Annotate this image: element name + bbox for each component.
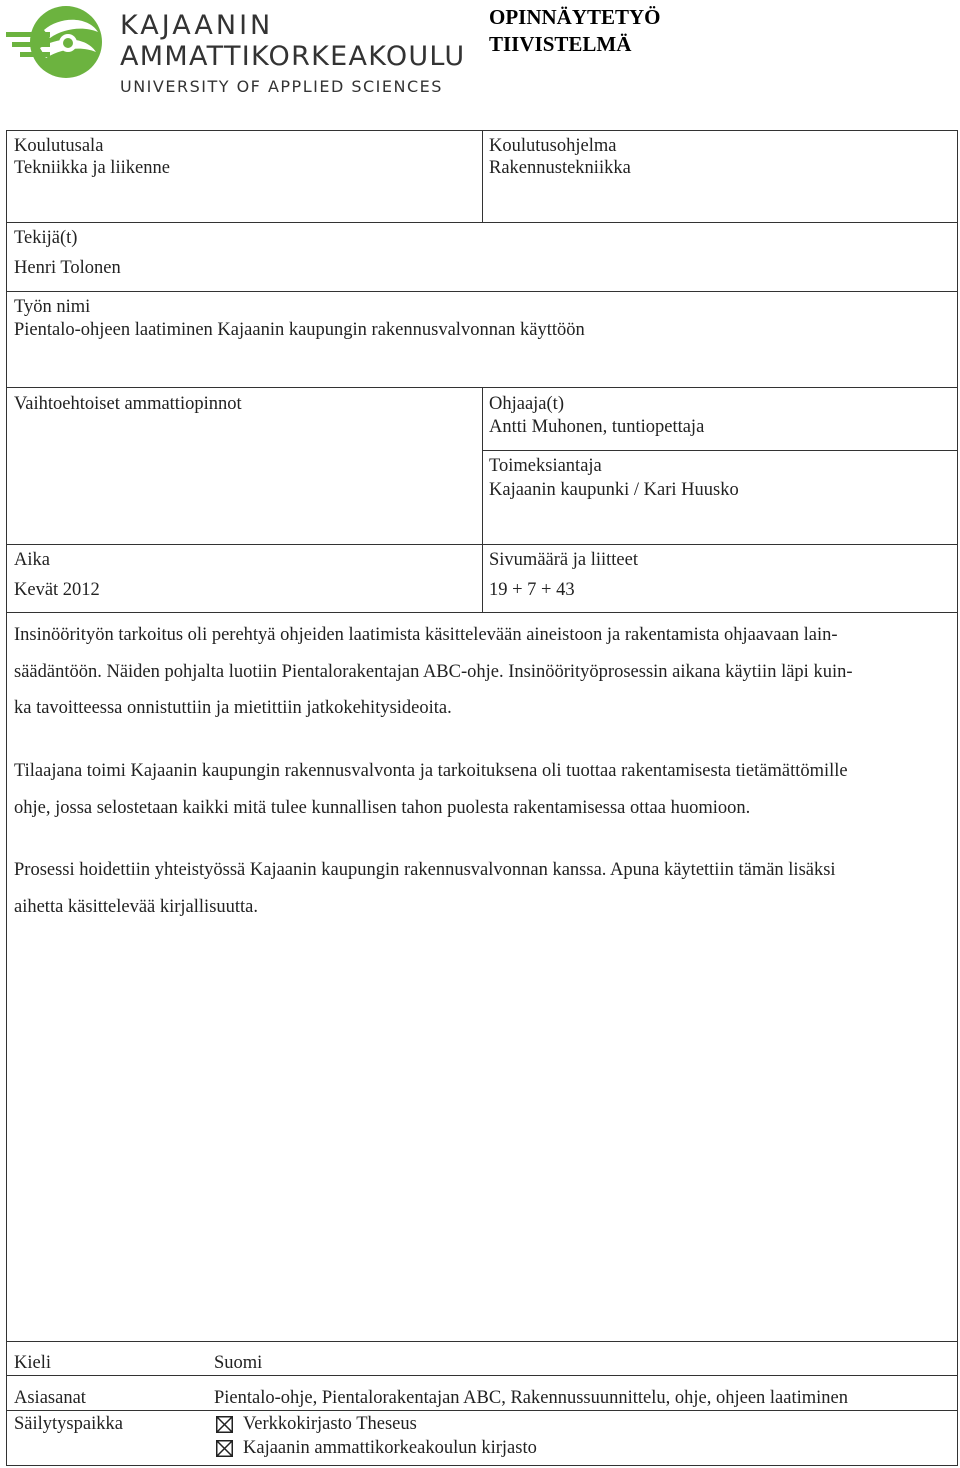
divider — [7, 1341, 957, 1342]
kieli-label: Kieli — [14, 1353, 51, 1373]
koulutusala-value: Tekniikka ja liikenne — [14, 158, 170, 178]
abstract-line: Insinöörityön tarkoitus oli perehtyä ohjeiden laatimista käsittelevään aineistoon ja rakentamista ohjaavaan lain- — [14, 625, 838, 645]
divider — [482, 131, 483, 223]
divider — [7, 222, 957, 223]
abstract-paragraph-2 — [14, 753, 946, 826]
abstract-line: Tilaajana toimi Kajaanin kaupungin rakennusvalvonta ja tarkoituksena oli tuottaa rakentamisesta tietämättömille — [14, 761, 848, 781]
sivumaara-label: Sivumäärä ja liitteet — [489, 550, 638, 570]
divider — [482, 450, 957, 451]
abstract-paragraph-3 — [14, 852, 946, 925]
abstract-paragraph-1 — [14, 617, 946, 727]
vaihtoehtoiset-label: Vaihtoehtoiset ammattiopinnot — [14, 394, 242, 414]
document-type-line-2: TIIVISTELMÄ — [489, 32, 632, 56]
tyon-nimi-label: Työn nimi — [14, 297, 91, 317]
kamk-library-option-label: Kajaanin ammattikorkeakoulun kirjasto — [243, 1438, 537, 1458]
logo-line-3: UNIVERSITY OF APPLIED SCIENCES — [120, 77, 443, 96]
divider — [7, 612, 957, 613]
document-type — [489, 4, 661, 58]
ohjaaja-label: Ohjaaja(t) — [489, 394, 564, 414]
abstract-line: ka tavoitteessa onnistuttiin ja mietittiin jatkokehitysideoita. — [14, 698, 452, 718]
abstract-line: säädäntöön. Näiden pohjalta luotiin Pientalorakentajan ABC-ohje. Insinöörityöprosessin aikana käytiin läpi kuin- — [14, 661, 853, 682]
divider — [7, 291, 957, 292]
logo-line-2: AMMATTIKORKEAKOULU — [120, 41, 466, 72]
kieli-value: Suomi — [214, 1353, 263, 1373]
abstract-line: ohje, jossa selostetaan kaikki mitä tulee kunnallisen tahon puolesta rakentamisessa ottaa huomioon. — [14, 797, 751, 818]
koulutusala-label: Koulutusala — [14, 136, 104, 156]
sailytyspaikka-label: Säilytyspaikka — [14, 1414, 123, 1434]
asiasanat-value: Pientalo-ohje, Pientalorakentajan ABC, Rakennussuunnittelu, ohje, ohjeen laatiminen — [214, 1388, 849, 1408]
tyon-nimi-value: Pientalo-ohjeen laatiminen Kajaanin kaupungin rakennusvalvonnan käyttöön — [14, 320, 585, 340]
divider — [7, 1375, 957, 1376]
aika-value: Kevät 2012 — [14, 580, 100, 600]
abstract-line: aihetta käsittelevää kirjallisuutta. — [14, 896, 259, 917]
tekija-value: Henri Tolonen — [14, 258, 121, 278]
koulutusohjelma-label: Koulutusohjelma — [489, 136, 617, 156]
document-type-line-1: OPINNÄYTETYÖ — [489, 5, 661, 29]
logo-wordmark — [120, 10, 466, 98]
tekija-label: Tekijä(t) — [14, 228, 78, 248]
kamk-library-checkbox[interactable] — [216, 1440, 233, 1457]
ohjaaja-value: Antti Muhonen, tuntiopettaja — [489, 417, 705, 437]
toimeksiantaja-label: Toimeksiantaja — [489, 456, 602, 476]
divider — [7, 1410, 957, 1411]
kamk-logo-icon — [4, 2, 108, 82]
theseus-checkbox[interactable] — [216, 1416, 233, 1433]
theseus-option-label: Verkkokirjasto Theseus — [243, 1414, 417, 1434]
sivumaara-value: 19 + 7 + 43 — [489, 580, 575, 600]
logo-line-1: KAJAANIN — [120, 10, 274, 41]
toimeksiantaja-value: Kajaanin kaupunki / Kari Huusko — [489, 480, 739, 500]
abstract-form — [6, 130, 958, 1466]
koulutusohjelma-value: Rakennustekniikka — [489, 158, 631, 178]
aika-label: Aika — [14, 550, 50, 570]
asiasanat-label: Asiasanat — [14, 1388, 86, 1408]
abstract-line: Prosessi hoidettiin yhteistyössä Kajaanin kaupungin rakennusvalvonnan kanssa. Apuna käytettiin tämän lisäksi — [14, 860, 836, 880]
divider — [7, 544, 957, 545]
divider — [482, 387, 483, 613]
